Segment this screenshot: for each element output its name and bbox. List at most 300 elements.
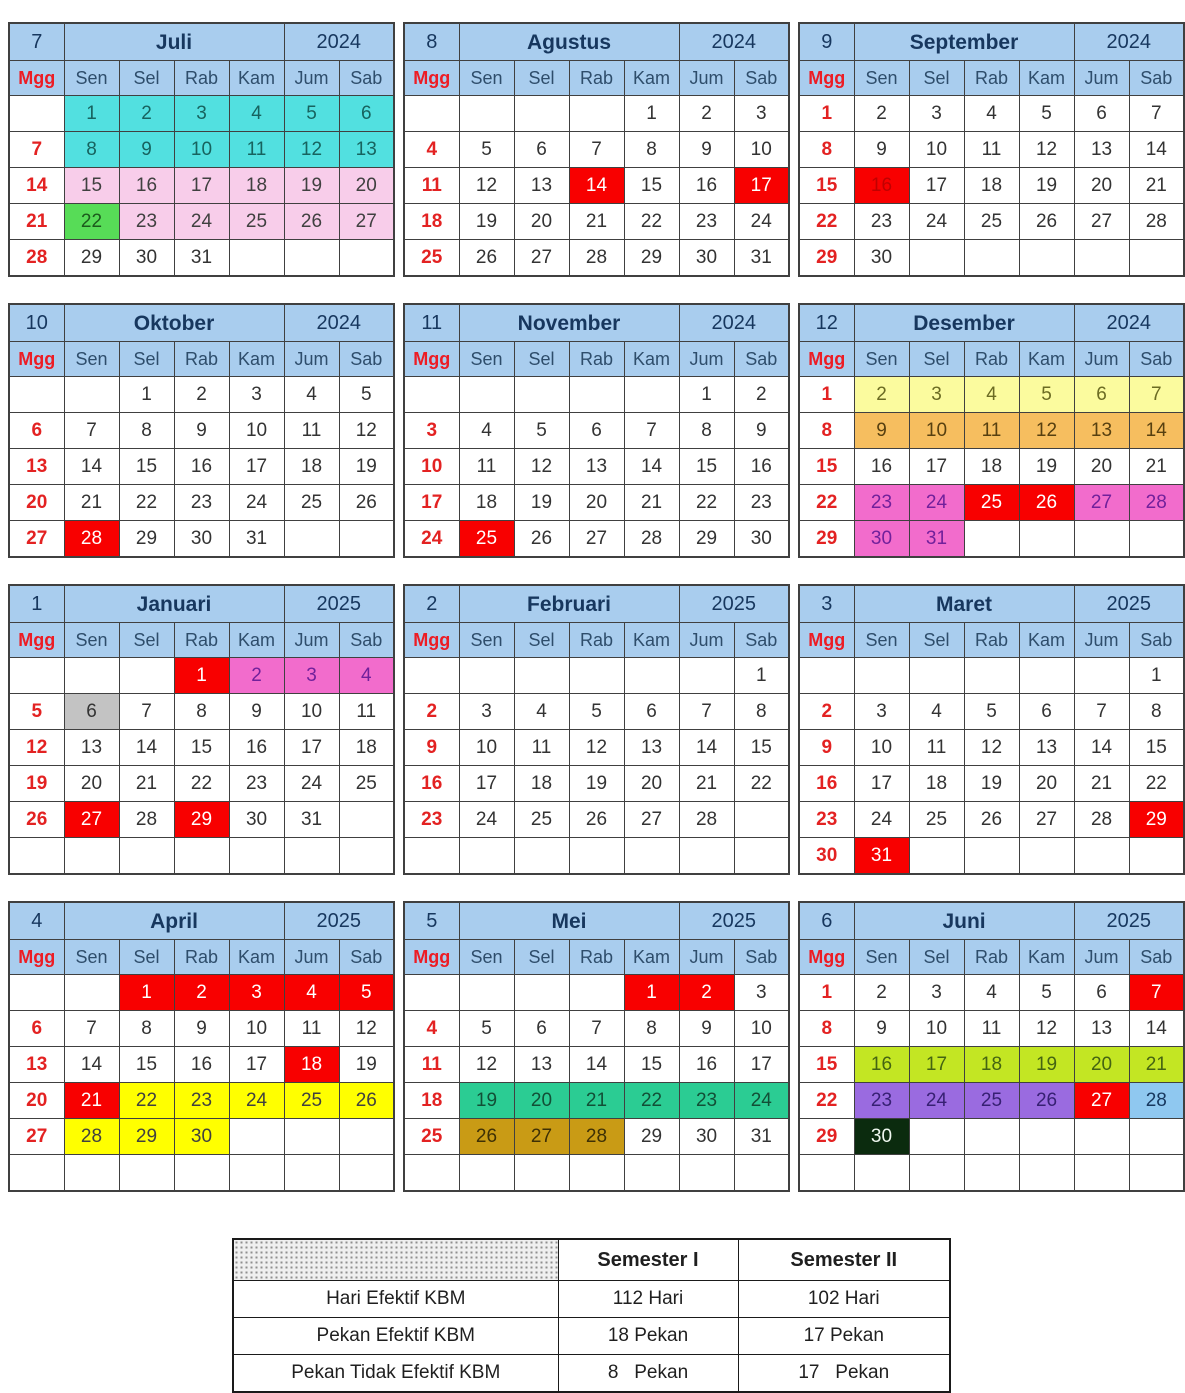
day-cell: 8 bbox=[799, 413, 854, 449]
weekday-header-sel: Sel bbox=[119, 623, 174, 658]
day-cell: 10 bbox=[229, 413, 284, 449]
day-cell: 3 bbox=[734, 975, 789, 1011]
day-cell: 25 bbox=[404, 1119, 459, 1155]
day-cell: 2 bbox=[679, 975, 734, 1011]
empty-cell bbox=[404, 1155, 459, 1192]
day-cell: 7 bbox=[64, 413, 119, 449]
month-year: 2024 bbox=[284, 304, 394, 342]
empty-cell bbox=[459, 658, 514, 694]
day-cell: 19 bbox=[284, 168, 339, 204]
day-cell: 16 bbox=[679, 168, 734, 204]
month-number: 6 bbox=[799, 902, 854, 940]
day-cell: 21 bbox=[569, 204, 624, 240]
weekday-header-mgg: Mgg bbox=[799, 342, 854, 377]
day-cell: 24 bbox=[404, 521, 459, 558]
day-cell: 9 bbox=[854, 413, 909, 449]
day-cell: 11 bbox=[229, 132, 284, 168]
empty-cell bbox=[9, 658, 64, 694]
day-cell: 5 bbox=[514, 413, 569, 449]
empty-cell bbox=[284, 1119, 339, 1155]
day-cell: 24 bbox=[909, 204, 964, 240]
day-cell: 16 bbox=[734, 449, 789, 485]
empty-cell bbox=[1129, 240, 1184, 277]
month-year: 2025 bbox=[679, 902, 789, 940]
day-cell: 2 bbox=[174, 377, 229, 413]
day-cell: 3 bbox=[229, 377, 284, 413]
day-cell: 17 bbox=[734, 1047, 789, 1083]
day-cell: 26 bbox=[339, 485, 394, 521]
weekday-header-kam: Kam bbox=[229, 623, 284, 658]
day-cell: 22 bbox=[799, 485, 854, 521]
day-cell: 2 bbox=[404, 694, 459, 730]
day-cell: 31 bbox=[854, 838, 909, 875]
weekday-header-row bbox=[799, 623, 1184, 658]
month-name: November bbox=[459, 304, 679, 342]
month-name: April bbox=[64, 902, 284, 940]
empty-cell bbox=[9, 377, 64, 413]
empty-cell bbox=[514, 975, 569, 1011]
day-cell: 14 bbox=[624, 449, 679, 485]
weekday-header-jum: Jum bbox=[1074, 940, 1129, 975]
day-cell: 23 bbox=[734, 485, 789, 521]
empty-cell bbox=[459, 377, 514, 413]
day-cell: 6 bbox=[569, 413, 624, 449]
month-year: 2025 bbox=[1074, 585, 1184, 623]
weekday-header-jum: Jum bbox=[284, 342, 339, 377]
day-cell: 13 bbox=[9, 1047, 64, 1083]
month-header-row bbox=[404, 585, 789, 623]
weekday-header-rab: Rab bbox=[174, 623, 229, 658]
day-cell: 11 bbox=[284, 1011, 339, 1047]
day-cell: 2 bbox=[854, 975, 909, 1011]
day-cell: 6 bbox=[1074, 96, 1129, 132]
weekday-header-sab: Sab bbox=[734, 940, 789, 975]
day-cell: 15 bbox=[799, 168, 854, 204]
day-cell: 22 bbox=[734, 766, 789, 802]
day-cell: 1 bbox=[799, 96, 854, 132]
day-cell: 5 bbox=[459, 1011, 514, 1047]
day-cell: 13 bbox=[624, 730, 679, 766]
day-cell: 1 bbox=[624, 96, 679, 132]
day-cell: 1 bbox=[679, 377, 734, 413]
week-row bbox=[404, 377, 789, 413]
day-cell: 1 bbox=[799, 975, 854, 1011]
day-cell: 27 bbox=[1074, 485, 1129, 521]
day-cell: 5 bbox=[964, 694, 1019, 730]
day-cell: 5 bbox=[1019, 975, 1074, 1011]
weekday-header-kam: Kam bbox=[624, 940, 679, 975]
week-row bbox=[9, 1119, 394, 1155]
day-cell: 21 bbox=[64, 1083, 119, 1119]
empty-cell bbox=[119, 1155, 174, 1192]
week-row bbox=[404, 521, 789, 558]
day-cell: 16 bbox=[119, 168, 174, 204]
day-cell: 7 bbox=[1129, 377, 1184, 413]
day-cell: 13 bbox=[514, 168, 569, 204]
day-cell: 24 bbox=[229, 1083, 284, 1119]
month-header-row bbox=[404, 902, 789, 940]
day-cell: 17 bbox=[909, 168, 964, 204]
day-cell: 25 bbox=[964, 204, 1019, 240]
day-cell: 23 bbox=[854, 1083, 909, 1119]
day-cell: 13 bbox=[9, 449, 64, 485]
day-cell: 31 bbox=[229, 521, 284, 558]
day-cell: 25 bbox=[284, 485, 339, 521]
day-cell: 30 bbox=[679, 240, 734, 277]
day-cell: 18 bbox=[284, 1047, 339, 1083]
week-row bbox=[404, 694, 789, 730]
month-number: 4 bbox=[9, 902, 64, 940]
weekday-header-jum: Jum bbox=[679, 940, 734, 975]
day-cell: 28 bbox=[1129, 1083, 1184, 1119]
month-header-row bbox=[799, 23, 1184, 61]
day-cell: 29 bbox=[119, 1119, 174, 1155]
day-cell: 29 bbox=[624, 1119, 679, 1155]
day-cell: 27 bbox=[1074, 1083, 1129, 1119]
day-cell: 20 bbox=[1019, 766, 1074, 802]
day-cell: 9 bbox=[799, 730, 854, 766]
day-cell: 17 bbox=[229, 1047, 284, 1083]
day-cell: 10 bbox=[854, 730, 909, 766]
empty-cell bbox=[1019, 1155, 1074, 1192]
day-cell: 18 bbox=[909, 766, 964, 802]
summary-row-hari-efektif bbox=[233, 1281, 950, 1318]
weekday-header-sab: Sab bbox=[1129, 623, 1184, 658]
day-cell: 3 bbox=[459, 694, 514, 730]
day-cell: 15 bbox=[734, 730, 789, 766]
month-year: 2025 bbox=[679, 585, 789, 623]
day-cell: 3 bbox=[854, 694, 909, 730]
day-cell: 2 bbox=[119, 96, 174, 132]
week-row bbox=[404, 1155, 789, 1192]
weekday-header-sen: Sen bbox=[854, 61, 909, 96]
day-cell: 16 bbox=[854, 168, 909, 204]
day-cell: 11 bbox=[404, 168, 459, 204]
empty-cell bbox=[9, 96, 64, 132]
month-number: 1 bbox=[9, 585, 64, 623]
weekday-header-rab: Rab bbox=[174, 940, 229, 975]
day-cell: 10 bbox=[734, 1011, 789, 1047]
empty-cell bbox=[1019, 521, 1074, 558]
day-cell: 30 bbox=[799, 838, 854, 875]
empty-cell bbox=[964, 1155, 1019, 1192]
day-cell: 3 bbox=[284, 658, 339, 694]
day-cell: 5 bbox=[1019, 377, 1074, 413]
day-cell: 12 bbox=[459, 168, 514, 204]
day-cell: 4 bbox=[229, 96, 284, 132]
weekday-header-rab: Rab bbox=[569, 623, 624, 658]
weekday-header-kam: Kam bbox=[624, 342, 679, 377]
empty-cell bbox=[64, 1155, 119, 1192]
day-cell: 25 bbox=[459, 521, 514, 558]
day-cell: 11 bbox=[964, 132, 1019, 168]
day-cell: 21 bbox=[1129, 168, 1184, 204]
week-row bbox=[404, 485, 789, 521]
weekday-header-sab: Sab bbox=[339, 61, 394, 96]
month-number: 9 bbox=[799, 23, 854, 61]
month-name: Januari bbox=[64, 585, 284, 623]
day-cell: 11 bbox=[514, 730, 569, 766]
day-cell: 26 bbox=[1019, 485, 1074, 521]
week-row bbox=[404, 168, 789, 204]
weekday-header-mgg: Mgg bbox=[9, 342, 64, 377]
week-row bbox=[799, 521, 1184, 558]
day-cell: 6 bbox=[9, 1011, 64, 1047]
day-cell: 21 bbox=[679, 766, 734, 802]
summary-value-sem1: 112 Hari bbox=[558, 1281, 738, 1318]
empty-cell bbox=[229, 1155, 284, 1192]
empty-cell bbox=[569, 658, 624, 694]
empty-cell bbox=[229, 240, 284, 277]
empty-cell bbox=[459, 975, 514, 1011]
week-row bbox=[799, 413, 1184, 449]
month-number: 3 bbox=[799, 585, 854, 623]
day-cell: 24 bbox=[909, 1083, 964, 1119]
day-cell: 13 bbox=[569, 449, 624, 485]
weekday-header-mgg: Mgg bbox=[9, 623, 64, 658]
week-row bbox=[799, 694, 1184, 730]
month-number: 7 bbox=[9, 23, 64, 61]
weekday-header-sab: Sab bbox=[1129, 940, 1184, 975]
day-cell: 17 bbox=[229, 449, 284, 485]
day-cell: 26 bbox=[1019, 1083, 1074, 1119]
empty-cell bbox=[734, 802, 789, 838]
empty-cell bbox=[404, 975, 459, 1011]
day-cell: 3 bbox=[174, 96, 229, 132]
day-cell: 1 bbox=[119, 377, 174, 413]
week-row bbox=[799, 485, 1184, 521]
day-cell: 31 bbox=[734, 240, 789, 277]
day-cell: 12 bbox=[514, 449, 569, 485]
day-cell: 23 bbox=[119, 204, 174, 240]
month-header-row bbox=[404, 304, 789, 342]
day-cell: 12 bbox=[569, 730, 624, 766]
summary-header-semester2: Semester II bbox=[738, 1239, 950, 1281]
weekday-header-sab: Sab bbox=[339, 623, 394, 658]
day-cell: 14 bbox=[569, 168, 624, 204]
weekday-header-kam: Kam bbox=[624, 623, 679, 658]
weekday-header-row bbox=[9, 61, 394, 96]
week-row bbox=[799, 204, 1184, 240]
day-cell: 30 bbox=[854, 521, 909, 558]
day-cell: 6 bbox=[1074, 975, 1129, 1011]
day-cell: 29 bbox=[1129, 802, 1184, 838]
day-cell: 7 bbox=[624, 413, 679, 449]
day-cell: 1 bbox=[119, 975, 174, 1011]
day-cell: 5 bbox=[1019, 96, 1074, 132]
day-cell: 11 bbox=[339, 694, 394, 730]
month-year: 2024 bbox=[1074, 23, 1184, 61]
week-row bbox=[9, 1083, 394, 1119]
day-cell: 11 bbox=[404, 1047, 459, 1083]
weekday-header-kam: Kam bbox=[229, 342, 284, 377]
day-cell: 19 bbox=[9, 766, 64, 802]
day-cell: 5 bbox=[9, 694, 64, 730]
weekday-header-row bbox=[404, 940, 789, 975]
day-cell: 6 bbox=[1019, 694, 1074, 730]
day-cell: 16 bbox=[799, 766, 854, 802]
day-cell: 8 bbox=[119, 413, 174, 449]
day-cell: 29 bbox=[624, 240, 679, 277]
empty-cell bbox=[284, 838, 339, 875]
day-cell: 12 bbox=[9, 730, 64, 766]
weekday-header-sab: Sab bbox=[734, 61, 789, 96]
empty-cell bbox=[339, 1119, 394, 1155]
day-cell: 11 bbox=[284, 413, 339, 449]
day-cell: 13 bbox=[64, 730, 119, 766]
day-cell: 16 bbox=[174, 1047, 229, 1083]
day-cell: 20 bbox=[624, 766, 679, 802]
month-name: Mei bbox=[459, 902, 679, 940]
weekday-header-row bbox=[9, 342, 394, 377]
day-cell: 10 bbox=[229, 1011, 284, 1047]
day-cell: 21 bbox=[569, 1083, 624, 1119]
empty-cell bbox=[9, 1155, 64, 1192]
day-cell: 7 bbox=[1129, 96, 1184, 132]
day-cell: 8 bbox=[624, 132, 679, 168]
weekday-header-mgg: Mgg bbox=[799, 623, 854, 658]
day-cell: 24 bbox=[229, 485, 284, 521]
weekday-header-sel: Sel bbox=[119, 940, 174, 975]
day-cell: 15 bbox=[174, 730, 229, 766]
day-cell: 30 bbox=[854, 240, 909, 277]
summary-value-sem2: 102 Hari bbox=[738, 1281, 950, 1318]
day-cell: 22 bbox=[119, 485, 174, 521]
week-row bbox=[9, 204, 394, 240]
day-cell: 27 bbox=[339, 204, 394, 240]
day-cell: 8 bbox=[64, 132, 119, 168]
week-row bbox=[9, 975, 394, 1011]
day-cell: 11 bbox=[459, 449, 514, 485]
day-cell: 26 bbox=[569, 802, 624, 838]
day-cell: 22 bbox=[799, 1083, 854, 1119]
day-cell: 4 bbox=[404, 1011, 459, 1047]
day-cell: 27 bbox=[514, 1119, 569, 1155]
day-cell: 27 bbox=[569, 521, 624, 558]
weekday-header-sen: Sen bbox=[459, 940, 514, 975]
day-cell: 20 bbox=[1074, 449, 1129, 485]
day-cell: 21 bbox=[1129, 1047, 1184, 1083]
day-cell: 4 bbox=[909, 694, 964, 730]
day-cell: 24 bbox=[459, 802, 514, 838]
day-cell: 17 bbox=[284, 730, 339, 766]
day-cell: 8 bbox=[624, 1011, 679, 1047]
month-header-row bbox=[799, 585, 1184, 623]
day-cell: 25 bbox=[229, 204, 284, 240]
month-name: September bbox=[854, 23, 1074, 61]
day-cell: 6 bbox=[64, 694, 119, 730]
day-cell: 18 bbox=[404, 1083, 459, 1119]
week-row bbox=[404, 413, 789, 449]
week-row bbox=[9, 1155, 394, 1192]
month-header-row bbox=[799, 902, 1184, 940]
day-cell: 19 bbox=[964, 766, 1019, 802]
week-row bbox=[9, 658, 394, 694]
empty-cell bbox=[514, 838, 569, 875]
day-cell: 7 bbox=[679, 694, 734, 730]
month-header-row bbox=[404, 23, 789, 61]
empty-cell bbox=[1129, 521, 1184, 558]
calendar-juni bbox=[798, 901, 1185, 1192]
weekday-header-kam: Kam bbox=[1019, 342, 1074, 377]
day-cell: 5 bbox=[284, 96, 339, 132]
day-cell: 30 bbox=[734, 521, 789, 558]
week-row bbox=[404, 730, 789, 766]
day-cell: 2 bbox=[679, 96, 734, 132]
day-cell: 2 bbox=[854, 377, 909, 413]
empty-cell bbox=[569, 377, 624, 413]
day-cell: 10 bbox=[174, 132, 229, 168]
summary-row-pekan-efektif bbox=[233, 1318, 950, 1355]
calendar-september bbox=[798, 22, 1185, 277]
empty-cell bbox=[854, 1155, 909, 1192]
day-cell: 7 bbox=[64, 1011, 119, 1047]
week-row bbox=[404, 658, 789, 694]
day-cell: 23 bbox=[174, 485, 229, 521]
day-cell: 29 bbox=[679, 521, 734, 558]
day-cell: 6 bbox=[9, 413, 64, 449]
day-cell: 3 bbox=[909, 96, 964, 132]
week-row bbox=[9, 449, 394, 485]
day-cell: 20 bbox=[339, 168, 394, 204]
weekday-header-sel: Sel bbox=[909, 61, 964, 96]
day-cell: 12 bbox=[964, 730, 1019, 766]
day-cell: 17 bbox=[909, 449, 964, 485]
day-cell: 17 bbox=[404, 485, 459, 521]
summary-header-semester1: Semester I bbox=[558, 1239, 738, 1281]
empty-cell bbox=[734, 1155, 789, 1192]
weekday-header-mgg: Mgg bbox=[799, 61, 854, 96]
empty-cell bbox=[964, 1119, 1019, 1155]
day-cell: 13 bbox=[339, 132, 394, 168]
weekday-header-sen: Sen bbox=[854, 940, 909, 975]
day-cell: 29 bbox=[174, 802, 229, 838]
summary-header-row bbox=[233, 1239, 950, 1281]
week-row bbox=[404, 96, 789, 132]
day-cell: 27 bbox=[514, 240, 569, 277]
week-row bbox=[404, 1083, 789, 1119]
day-cell: 29 bbox=[799, 1119, 854, 1155]
day-cell: 22 bbox=[679, 485, 734, 521]
day-cell: 14 bbox=[64, 449, 119, 485]
day-cell: 9 bbox=[174, 413, 229, 449]
weekday-header-sen: Sen bbox=[64, 940, 119, 975]
day-cell: 22 bbox=[624, 1083, 679, 1119]
day-cell: 7 bbox=[569, 132, 624, 168]
day-cell: 23 bbox=[229, 766, 284, 802]
week-row bbox=[9, 766, 394, 802]
day-cell: 9 bbox=[404, 730, 459, 766]
day-cell: 11 bbox=[964, 413, 1019, 449]
week-row bbox=[799, 1011, 1184, 1047]
empty-cell bbox=[569, 96, 624, 132]
day-cell: 3 bbox=[909, 975, 964, 1011]
day-cell: 23 bbox=[174, 1083, 229, 1119]
day-cell: 16 bbox=[854, 1047, 909, 1083]
weekday-header-sen: Sen bbox=[854, 342, 909, 377]
day-cell: 18 bbox=[229, 168, 284, 204]
week-row bbox=[799, 168, 1184, 204]
day-cell: 2 bbox=[799, 694, 854, 730]
day-cell: 9 bbox=[229, 694, 284, 730]
summary-table bbox=[232, 1238, 951, 1393]
day-cell: 27 bbox=[64, 802, 119, 838]
day-cell: 25 bbox=[339, 766, 394, 802]
day-cell: 28 bbox=[569, 1119, 624, 1155]
week-row bbox=[799, 377, 1184, 413]
day-cell: 4 bbox=[514, 694, 569, 730]
empty-cell bbox=[404, 377, 459, 413]
